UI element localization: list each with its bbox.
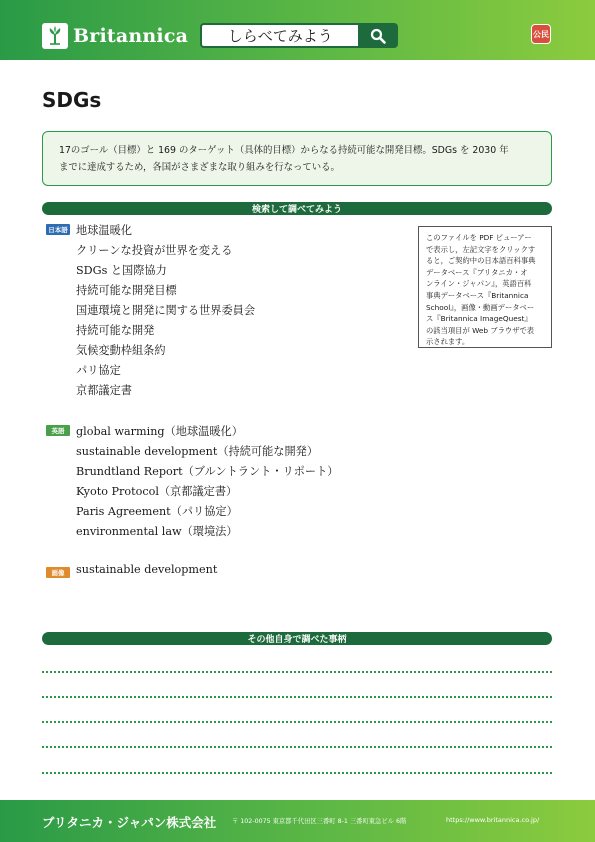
other-section-heading: その他自身で調べた事柄 bbox=[42, 632, 552, 645]
japanese-tag: 日本語 bbox=[46, 224, 70, 235]
logo-text: Britannica bbox=[73, 25, 189, 47]
english-tag: 英語 bbox=[46, 425, 70, 436]
note-line: School』，画像・動画データベー bbox=[426, 302, 535, 312]
en-term-link[interactable]: global warming（地球温暖化） bbox=[76, 425, 243, 438]
search-icon bbox=[370, 28, 386, 44]
footer-bar bbox=[0, 800, 595, 842]
footer-url-link[interactable]: https://www.britannica.co.jp/ bbox=[446, 816, 540, 824]
ja-term-link[interactable]: 気候変動枠組条約 bbox=[76, 344, 166, 357]
en-term-link[interactable]: environmental law（環境法） bbox=[76, 525, 238, 538]
ja-term-link[interactable]: 地球温暖化 bbox=[76, 224, 132, 237]
en-term-link[interactable]: Brundtland Report（ブルントラント・リポート） bbox=[76, 465, 339, 478]
search-label[interactable]: しらべてみよう bbox=[200, 23, 358, 48]
en-term-link[interactable]: Paris Agreement（パリ協定） bbox=[76, 505, 238, 518]
image-tag: 画像 bbox=[46, 567, 70, 578]
image-term-link[interactable]: sustainable development bbox=[76, 563, 218, 576]
ja-term-link[interactable]: 持続可能な開発目標 bbox=[76, 284, 177, 297]
note-line: ンライン・ジャパン』，英語百科 bbox=[426, 279, 532, 289]
note-line: 事典データベース『Britannica bbox=[426, 290, 529, 300]
ja-term-link[interactable]: クリーンな投資が世界を変える bbox=[76, 244, 233, 257]
thistle-logo-icon bbox=[42, 23, 68, 49]
summary-line-1: 17のゴール（目標）と 169 のターゲット（具体的目標）からなる持続可能な開発目標。SDGs を 2030 年 bbox=[59, 145, 509, 156]
footer-company: ブリタニカ・ジャパン株式会社 bbox=[42, 815, 217, 830]
ja-term-link[interactable]: 持続可能な開発 bbox=[76, 324, 155, 337]
note-line: このファイルを PDF ビューアー bbox=[426, 233, 532, 242]
writing-line bbox=[42, 746, 552, 748]
note-line: の該当項目が Web ブラウザで表 bbox=[426, 325, 535, 335]
writing-line bbox=[42, 772, 552, 774]
writing-line bbox=[42, 696, 552, 698]
en-term-link[interactable]: sustainable development（持続可能な開発） bbox=[76, 445, 319, 458]
ja-term-link[interactable]: パリ協定 bbox=[76, 364, 121, 377]
ja-term-link[interactable]: 京都議定書 bbox=[76, 384, 132, 397]
note-line: 示されます。 bbox=[426, 337, 470, 347]
header-bar bbox=[0, 0, 595, 60]
ja-term-link[interactable]: SDGs と国際協力 bbox=[76, 264, 167, 277]
pdf-usage-note bbox=[418, 226, 552, 348]
summary-box bbox=[42, 131, 552, 186]
search-section-heading: 検索して調べてみよう bbox=[42, 202, 552, 215]
search-button[interactable] bbox=[358, 23, 398, 48]
note-line: データベース『ブリタニカ・オ bbox=[426, 267, 528, 277]
footer-address: 〒 102-0075 東京都千代田区三番町 8-1 三番町東急ビル 6階 bbox=[232, 818, 407, 825]
page-title: SDGs bbox=[42, 88, 102, 112]
en-term-link[interactable]: Kyoto Protocol（京都議定書） bbox=[76, 485, 238, 498]
britannica-logo[interactable] bbox=[42, 22, 188, 50]
summary-line-2: までに達成するため，各国がさまざまな取り組みを行なっている。 bbox=[59, 162, 340, 173]
subject-badge: 公民 bbox=[531, 24, 551, 44]
writing-line bbox=[42, 671, 552, 673]
note-line: ると，ご契約中の日本語百科事典 bbox=[426, 256, 536, 266]
note-line: ス『Britannica ImageQuest』 bbox=[426, 314, 532, 324]
note-line: で表示し，左記文字をクリックす bbox=[426, 244, 536, 254]
ja-term-link[interactable]: 国連環境と開発に関する世界委員会 bbox=[76, 304, 256, 317]
search-bar[interactable] bbox=[200, 23, 398, 48]
writing-line bbox=[42, 721, 552, 723]
